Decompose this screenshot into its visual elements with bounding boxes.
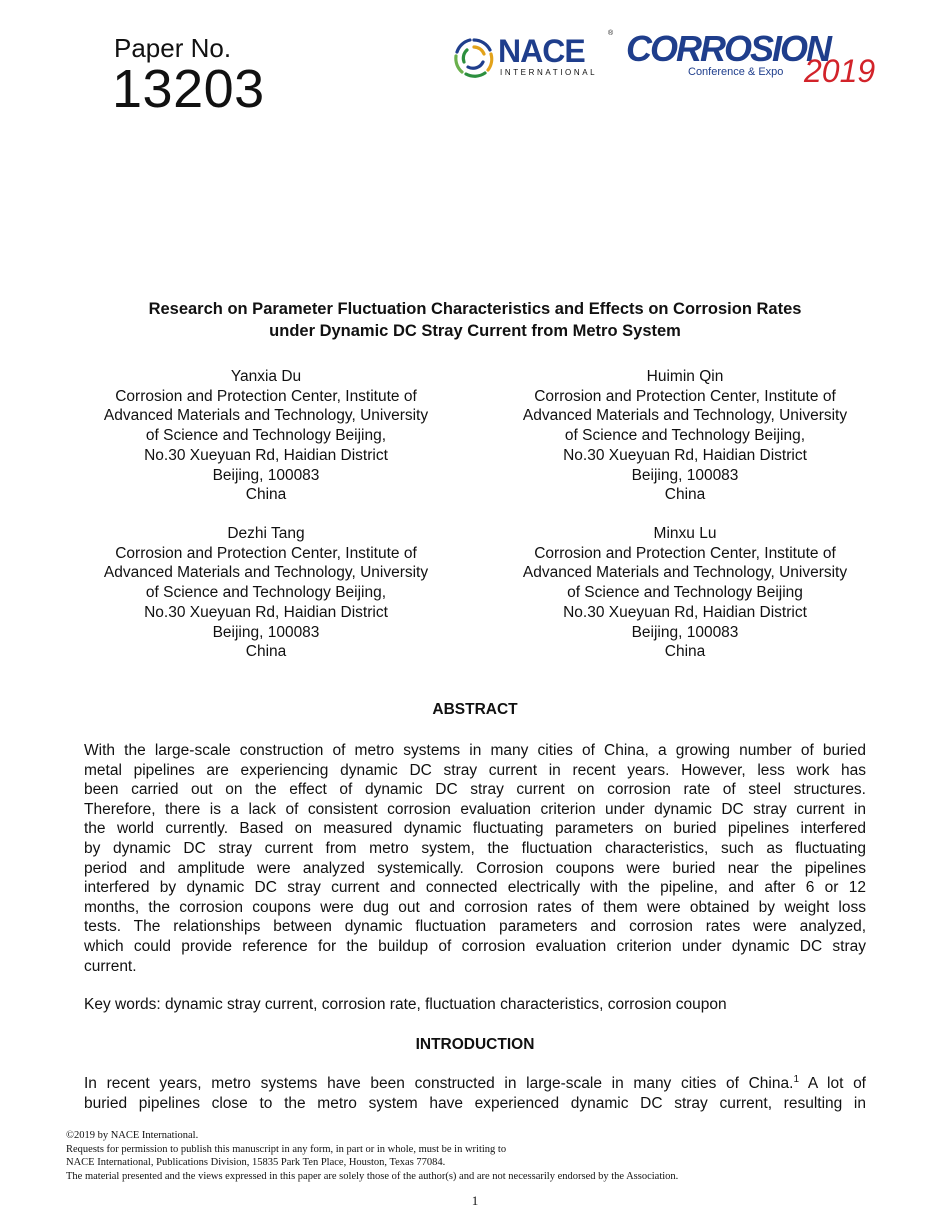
introduction-line-tail: A lot of <box>799 1075 866 1092</box>
abstract-line: which could provide reference for the buildup of corrosion evaluation criterion under dynamic DC stray <box>84 937 866 955</box>
introduction-line: buried pipelines close to the metro system have experienced dynamic DC stray current, resulting in <box>84 1094 866 1112</box>
affiliation-line: No.30 Xueyuan Rd, Haidian District <box>144 603 388 621</box>
affiliation-line: No.30 Xueyuan Rd, Haidian District <box>144 446 388 464</box>
author-block-lu <box>495 524 875 662</box>
abstract-line: metal pipelines are experiencing dynamic DC stray current in recent years. However, less work has <box>84 761 866 779</box>
author-block-tang <box>76 524 456 662</box>
affiliation-line: Beijing, 100083 <box>212 466 320 484</box>
affiliation-line: China <box>245 643 287 661</box>
author-name: Dezhi Tang <box>227 525 305 542</box>
nace-wordmark: NACE <box>498 33 585 69</box>
corrosion-subtitle: Conference & Expo <box>688 66 784 78</box>
introduction-paragraph <box>84 1074 866 1113</box>
corrosion-year: 2019 <box>804 53 876 89</box>
affiliation-line: Corrosion and Protection Center, Institute of <box>115 387 417 405</box>
affiliation-line: Beijing, 100083 <box>212 623 320 641</box>
paper-title <box>90 298 860 342</box>
footer-line: ©2019 by NACE International. <box>66 1130 199 1141</box>
title-line: Research on Parameter Fluctuation Characteristics and Effects on Corrosion Rates <box>148 300 802 318</box>
affiliation-line: Corrosion and Protection Center, Institute of <box>534 387 836 405</box>
affiliation-line: Beijing, 100083 <box>631 623 739 641</box>
author-block-qin <box>495 367 875 505</box>
title-line: under Dynamic DC Stray Current from Metro System <box>269 322 681 340</box>
corrosion-conference-logo <box>626 30 886 90</box>
paper-label: Paper No. <box>114 33 232 63</box>
keywords: Key words: dynamic stray current, corrosion rate, fluctuation characteristics, corrosion coupon <box>84 996 727 1013</box>
footer-line: The material presented and the views expressed in this paper are solely those of the author(s) and are not necessarily endorsed by the Association. <box>66 1170 679 1182</box>
affiliation-line: Corrosion and Protection Center, Institute of <box>115 544 417 562</box>
affiliation-line: of Science and Technology Beijing, <box>145 584 387 602</box>
affiliation-line: of Science and Technology Beijing <box>567 584 803 602</box>
affiliation-line: Advanced Materials and Technology, University <box>103 407 429 425</box>
affiliation-line: Beijing, 100083 <box>631 466 739 484</box>
affiliation-line: No.30 Xueyuan Rd, Haidian District <box>563 446 807 464</box>
nace-globe-icon <box>452 36 496 80</box>
author-name: Yanxia Du <box>230 368 302 385</box>
abstract-line: months, the corrosion coupons were dug out and corrosion rates of them were obtained by weight loss <box>84 898 866 916</box>
author-name: Huimin Qin <box>646 368 724 385</box>
corrosion-wordmark: CORROSION <box>626 28 831 69</box>
affiliation-line: China <box>664 486 706 504</box>
affiliation-line: Advanced Materials and Technology, University <box>522 564 848 582</box>
author-block-du <box>76 367 456 505</box>
affiliation-line: China <box>245 486 287 504</box>
introduction-line-text: In recent years, metro systems have been constructed in large-scale in many cities of China. <box>84 1075 794 1092</box>
affiliation-line: Corrosion and Protection Center, Institute of <box>534 544 836 562</box>
nace-logo <box>452 30 614 80</box>
author-name: Minxu Lu <box>653 525 717 542</box>
paper-number: 13203 <box>112 59 265 119</box>
affiliation-line: of Science and Technology Beijing, <box>564 427 806 445</box>
abstract-line: been carried out on the effect of dynamic DC stray current on corrosion rate of steel structures. <box>84 781 866 799</box>
abstract-line: by dynamic DC stray current from metro system, the fluctuation characteristics, such as fluctuating <box>84 839 866 857</box>
page-number: 1 <box>471 1193 479 1208</box>
introduction-heading: INTRODUCTION <box>415 1036 535 1053</box>
abstract-line: the world currently. Based on measured dynamic fluctuating parameters on buried pipelines interfered <box>84 820 866 838</box>
abstract-line: With the large-scale construction of metro systems in many cities of China, a growing number of buried <box>84 742 866 759</box>
abstract-line: interfered by dynamic DC stray current and connected electrically with the pipeline, and after 6 or 12 <box>84 879 866 897</box>
abstract-line: current. <box>84 957 137 975</box>
footer-line: NACE International, Publications Division, 15835 Park Ten Place, Houston, Texas 77084. <box>66 1157 446 1168</box>
introduction-line <box>84 1074 866 1094</box>
abstract-heading: ABSTRACT <box>432 701 518 718</box>
abstract-line: period and amplitude were analyzed systemically. Corrosion coupons were buried near the pipelines <box>84 859 866 877</box>
nace-subtitle: INTERNATIONAL <box>500 68 598 77</box>
abstract-line: Therefore, there is a lack of consistent corrosion evaluation criterion under dynamic DC stray current in <box>84 800 866 818</box>
copyright-footer <box>66 1129 678 1183</box>
abstract-line: tests. The relationships between dynamic fluctuation parameters and corrosion rates were analyzed, <box>84 918 866 936</box>
nace-registered-mark: ® <box>608 30 614 37</box>
affiliation-line: of Science and Technology Beijing, <box>145 427 387 445</box>
affiliation-line: No.30 Xueyuan Rd, Haidian District <box>563 603 807 621</box>
abstract-paragraph <box>84 741 866 976</box>
citation-superscript: 1 <box>793 1074 799 1085</box>
footer-line: Requests for permission to publish this manuscript in any form, in part or in whole, must be in writing to <box>66 1143 507 1155</box>
affiliation-line: Advanced Materials and Technology, University <box>103 564 429 582</box>
affiliation-line: China <box>664 643 706 661</box>
affiliation-line: Advanced Materials and Technology, University <box>522 407 848 425</box>
